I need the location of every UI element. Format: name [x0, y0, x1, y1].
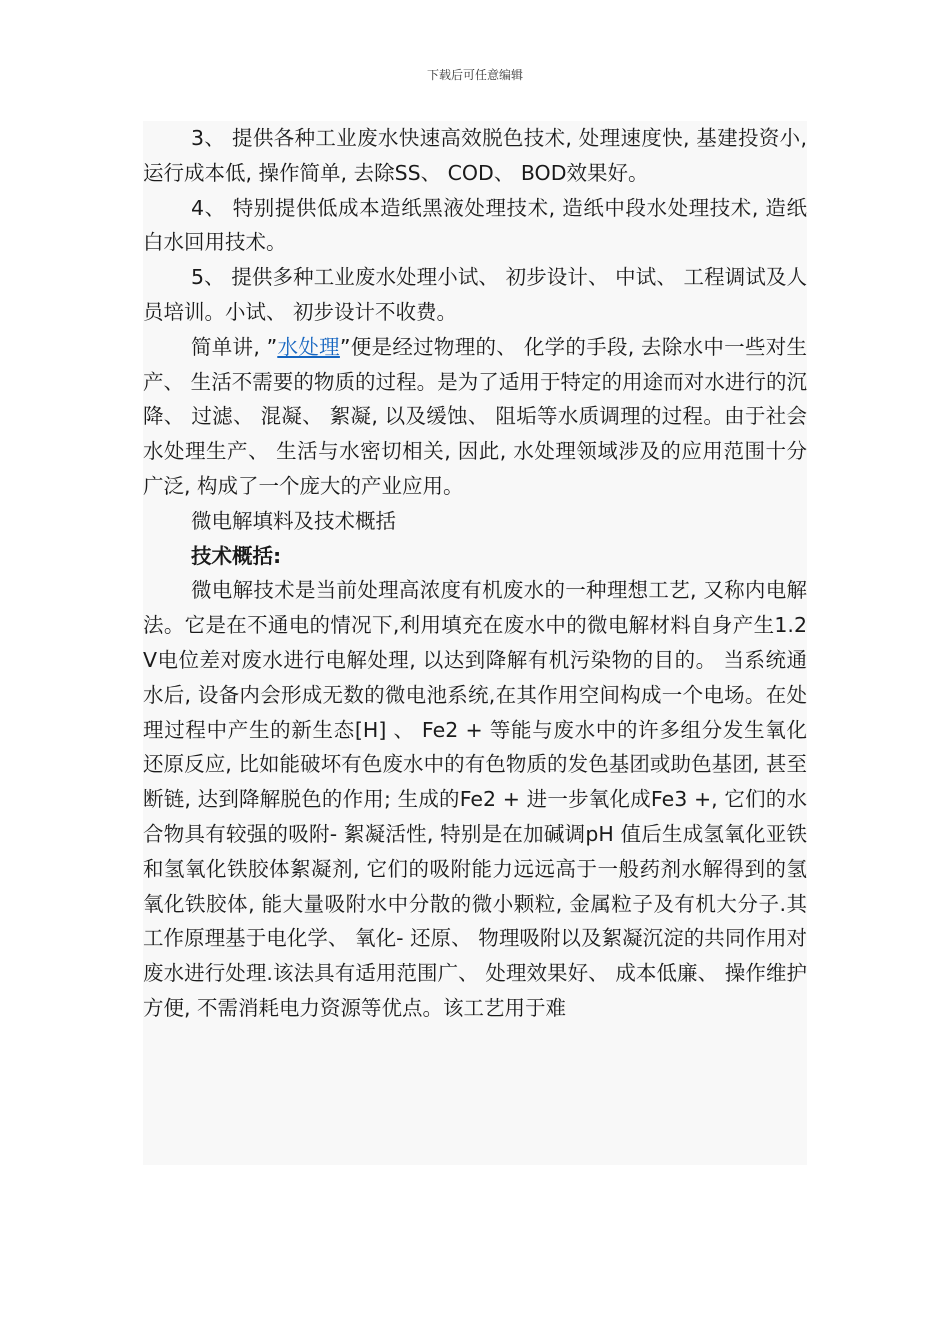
paragraph-water-treatment-definition [143, 330, 807, 504]
section-title: 微电解填料及技术概括 [191, 508, 396, 533]
paragraph-micro-electrolysis: 微电解技术是当前处理高浓度有机废水的一种理想工艺, 又称内电解法。它是在不通电的情况下,利用填充在废水中的微电解材料自身产生1.2V电位差对废水进行电解处理, 以达到降解有机污染物的目的。 当系统通水后, 设备内会形成无数的微电池系统,在其作用空间构成一个电场。在处理过程中产生的新生态[H] 、 Fe2 + 等能与废水中的许多组分发生氧化还原反应, 比如能破坏有色废水中的有色物质的发色基团或助色基团, 甚至断链, 达到降解脱色的作用; 生成的Fe2 + 进一步氧化成Fe3 +, 它们的水合物具有较强的吸附- 絮凝活性, 特别是在加碱调pH 值后生成氢氧化亚铁和氢氧化铁胶体絮凝剂, 它们的吸附能力远远高于一般药剂水解得到的氢氧化铁胶体, 能大量吸附水中分散的微小颗粒, 金属粒子及有机大分子.其工作原理基于电化学、 氧化- 还原、 物理吸附以及絮凝沉淀的共同作用对废水进行处理.该法具有适用范围广、 处理效果好、 成本低廉、 操作维护方便, 不需消耗电力资源等优点。该工艺用于难 [143, 578, 807, 1020]
paragraph-papermaking-tech: 4、 特别提供低成本造纸黑液处理技术, 造纸中段水处理技术, 造纸白水回用技术。 [143, 195, 807, 255]
paragraph-trial-services: 5、 提供多种工业废水处理小试、 初步设计、 中试、 工程调试及人员培训。小试、 初步设计不收费。 [143, 265, 807, 324]
quote-open-text: 简单讲, ” [191, 334, 278, 359]
document-body [143, 121, 807, 1165]
definition-text: ”便是经过物理的、 化学的手段, 去除水中一些对生产、 生活不需要的物质的过程。是为了适用于特定的用途而对水进行的沉降、 过滤、 混凝、 絮凝, 以及缓蚀、 阻垢等水质调理的过程。由于社会水处理生产、 生活与水密切相关, 因此, 水处理领域涉及的应用范围十分广泛, 构成了一个庞大的产业应用。 [143, 334, 808, 498]
subsection-heading: 技术概括: [191, 543, 282, 568]
paragraph-decolor-tech: 3、 提供各种工业废水快速高效脱色技术, 处理速度快, 基建投资小, 运行成本低, 操作简单, 去除SS、 COD、 BOD效果好。 [143, 126, 807, 185]
water-treatment-link[interactable]: 水处理 [277, 334, 340, 359]
page-header: 下载后可任意编辑 [426, 68, 523, 82]
